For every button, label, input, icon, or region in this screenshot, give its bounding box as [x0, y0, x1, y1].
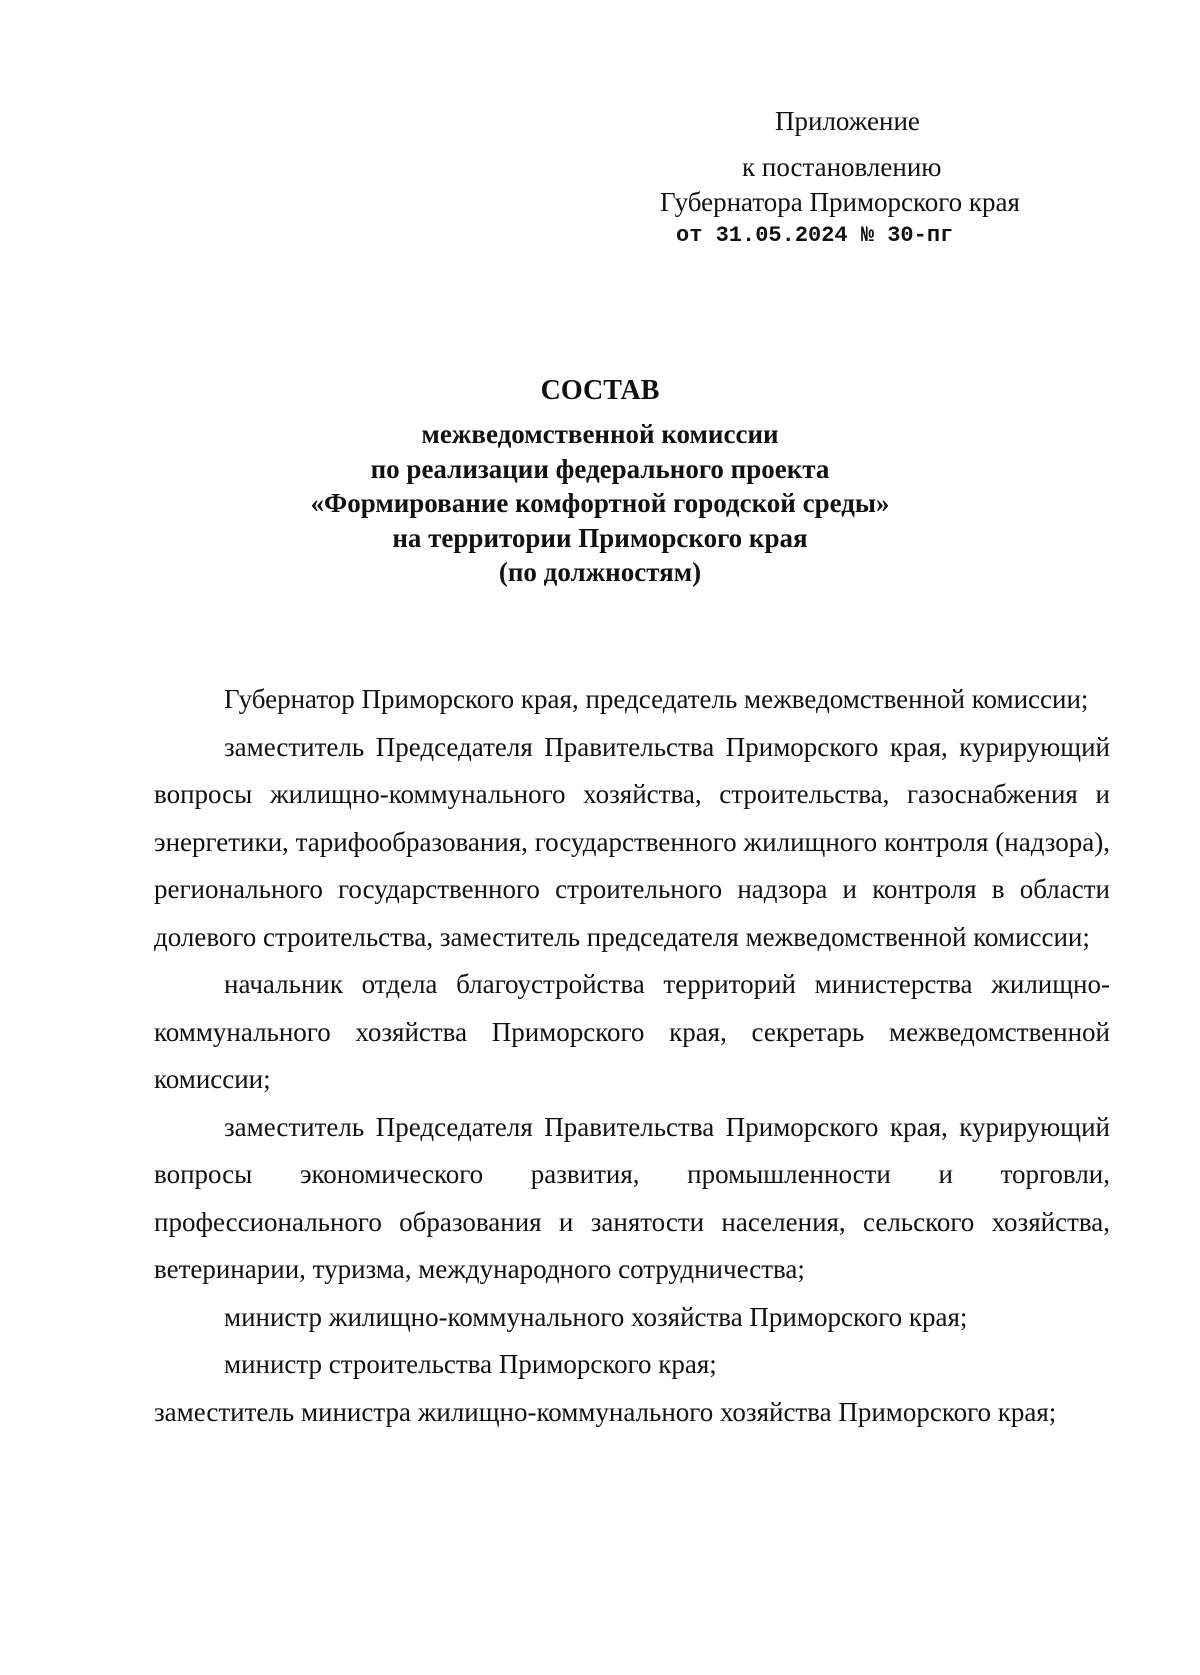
subtitle-line: межведомственной комиссии: [421, 419, 779, 449]
decree-number: от 31.05.2024 № 30-пг: [676, 223, 954, 248]
document-title: СОСТАВ: [540, 375, 660, 406]
appendix-issuer: Губернатора Приморского края: [660, 187, 1020, 217]
subtitle-line: по реализации федерального проекта: [370, 453, 830, 484]
document-subtitle: [0, 417, 1200, 590]
subtitle-line: на территории Приморского края: [392, 522, 808, 553]
member-item: министр жилищно-коммунального хозяйства Приморского края;: [224, 1301, 968, 1332]
member-item: начальник отдела благоустройства территорий министерства жилищно-коммунального хозяйства Приморского края, секретарь межведомственной комиссии;: [154, 969, 1110, 1094]
members-list: [154, 676, 1110, 1436]
subtitle-line: (по должностям): [498, 557, 702, 587]
member-item: заместитель министра жилищно-коммунального хозяйства Приморского края;: [154, 1396, 1057, 1427]
subtitle-line: «Формирование комфортной городской среды»: [310, 488, 890, 518]
appendix-block: [660, 104, 1080, 252]
member-item: Губернатор Приморского края, председатель межведомственной комиссии;: [224, 684, 1089, 714]
member-item: заместитель Председателя Правительства Приморского края, курирующий вопросы экономического развития, промышленности и торговли, профессионального образования и занятости населения, сельского хозяйства, ветеринарии, туризма, международного сотрудничества;: [154, 1111, 1110, 1284]
member-item: заместитель Председателя Правительства Приморского края, курирующий вопросы жилищно-коммунального хозяйства, строительства, газоснабжения и энергетики, тарифообразования, государственного жилищного контроля (надзора), регионального государственного строительного надзора и контроля в области долевого строительства, заместитель председателя межведомственной комиссии;: [154, 731, 1110, 952]
appendix-to-decree: к постановлению: [742, 152, 942, 182]
appendix-title: Приложение: [775, 106, 920, 136]
member-item: министр строительства Приморского края;: [224, 1349, 717, 1379]
